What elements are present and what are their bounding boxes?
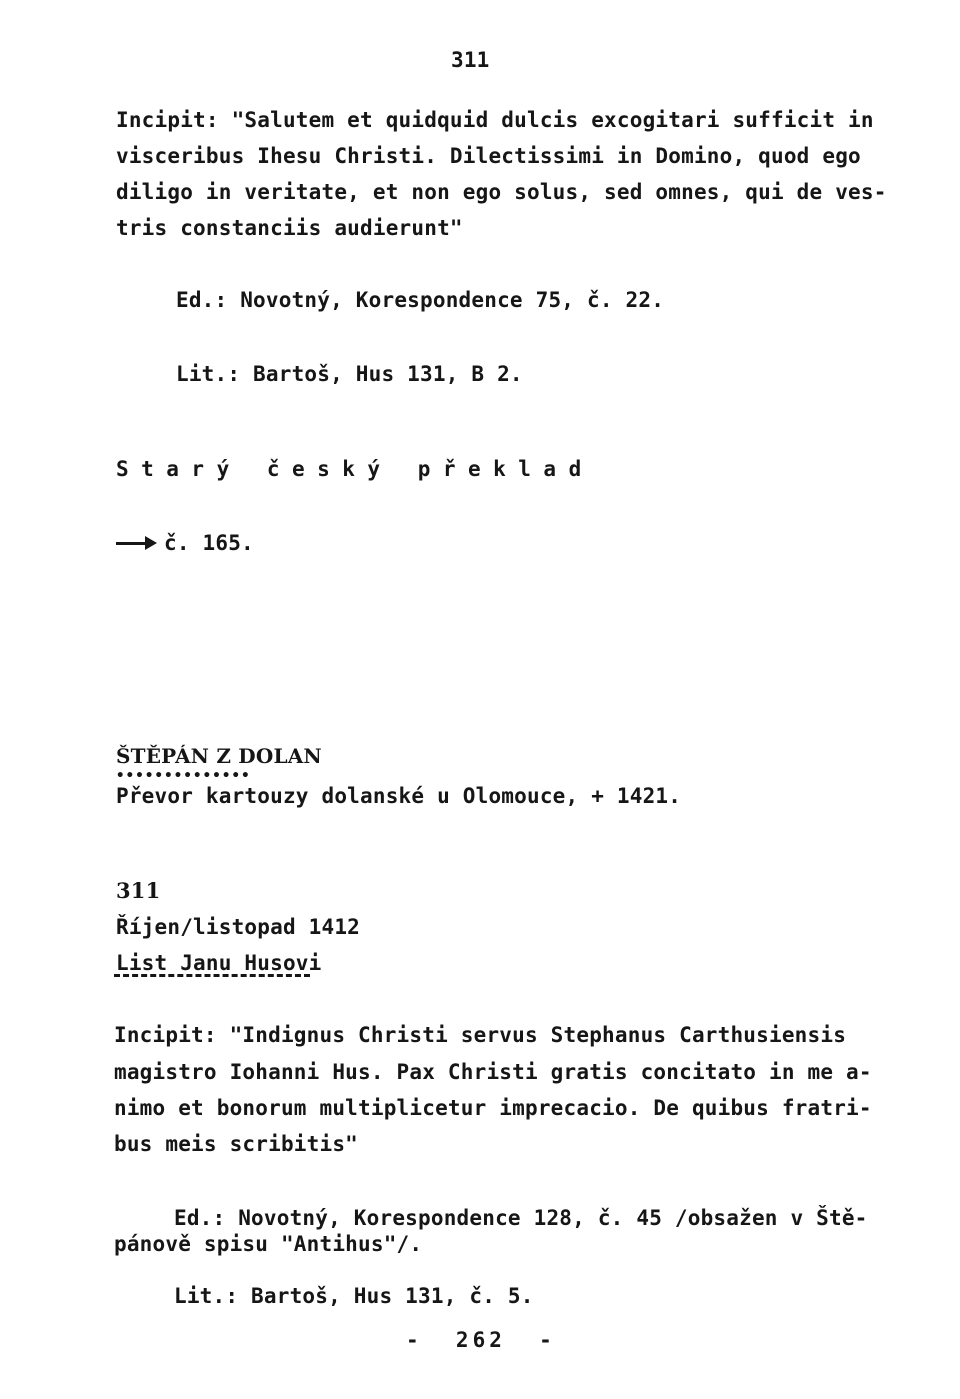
incipit-line: magistro Iohanni Hus. Pax Christi gratis concitato in me a- (114, 1060, 872, 1084)
entry-date: Říjen/listopad 1412 (116, 915, 361, 939)
literature-2: Lit.: Bartoš, Hus 131, č. 5. (174, 1284, 534, 1308)
literature-1: Lit.: Bartoš, Hus 131, B 2. (176, 362, 523, 386)
entry-title-underline (114, 974, 310, 977)
incipit-line: nimo et bonorum multiplicetur imprecacio. De quibus fratri- (114, 1096, 872, 1120)
translation-heading: Starý český překlad (116, 457, 594, 481)
incipit-line: bus meis scribitis" (114, 1132, 359, 1156)
author-name: ŠTĚPÁN Z DOLAN (116, 744, 322, 768)
incipit-line: Incipit: "Indignus Christi servus Stephanus Carthusiensis (114, 1023, 847, 1047)
entry-number: 311 (116, 878, 161, 903)
incipit-line: visceribus Ihesu Christi. Dilectissimi in Domino, quod ego (116, 144, 861, 168)
author-name-dotted-underline: •••••••••••••• (116, 768, 251, 784)
incipit-line: diligo in veritate, et non ego solus, sed omnes, qui de ves- (116, 180, 887, 204)
edition-1: Ed.: Novotný, Korespondence 75, č. 22. (176, 288, 665, 312)
incipit-line: Incipit: "Salutem et quidquid dulcis excogitari sufficit in (116, 108, 874, 132)
cross-reference (116, 531, 254, 555)
page-number-top: 311 (451, 48, 490, 72)
right-arrow-icon (116, 531, 156, 555)
incipit-line: tris constanciis audierunt" (116, 216, 463, 240)
entry-title: List Janu Husovi (116, 951, 322, 975)
page-number-bottom: - 262 - (406, 1328, 556, 1352)
edition-line: pánově spisu "Antihus"/. (114, 1232, 423, 1256)
cross-reference-text: č. 165. (164, 531, 254, 555)
edition-line: Ed.: Novotný, Korespondence 128, č. 45 /obsažen v Ště- (174, 1206, 868, 1230)
author-description: Převor kartouzy dolanské u Olomouce, + 1421. (116, 784, 682, 808)
